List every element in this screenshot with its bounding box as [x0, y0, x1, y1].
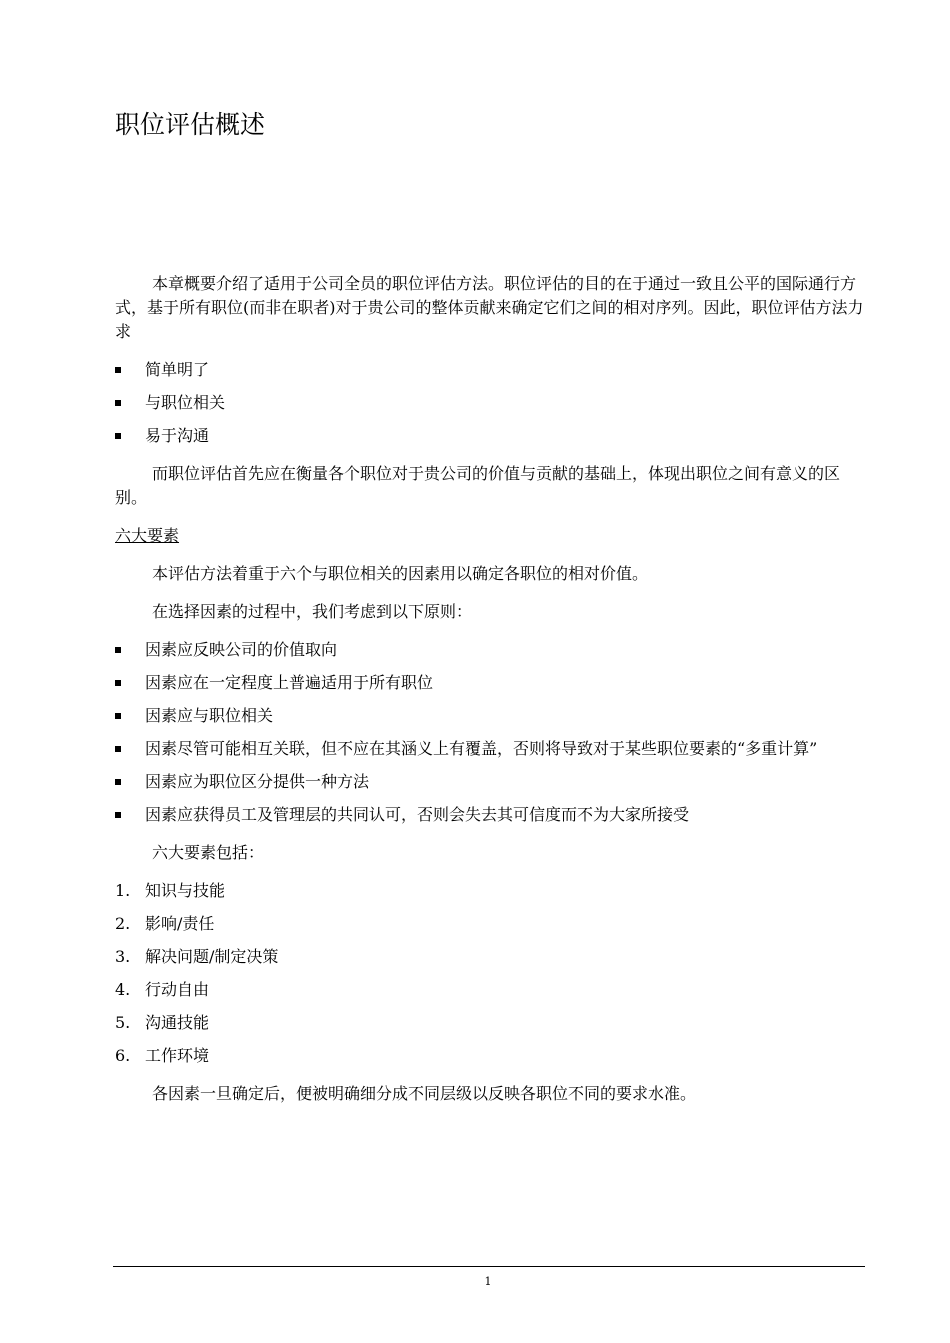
list-number: 1.	[115, 881, 131, 900]
list-item-text: 因素应在一定程度上普遍适用于所有职位	[145, 673, 434, 692]
list-item	[115, 945, 865, 969]
list-item	[115, 1044, 865, 1068]
list-item-text: 简单明了	[145, 360, 210, 379]
square-bullet-icon	[115, 779, 121, 785]
document-body	[115, 272, 865, 1120]
body-paragraph: 本评估方法着重于六个与职位相关的因素用以确定各职位的相对价值。	[152, 564, 649, 583]
footer-divider	[113, 1266, 865, 1267]
list-item	[115, 358, 865, 382]
square-bullet-icon	[115, 680, 121, 686]
list-item	[115, 803, 865, 827]
factors-list	[115, 879, 865, 1068]
list-item-text: 影响/责任	[145, 914, 215, 933]
list-item-text: 知识与技能	[145, 881, 226, 900]
list-item-text: 易于沟通	[145, 426, 210, 445]
section-heading: 六大要素	[115, 526, 180, 545]
list-item	[115, 424, 865, 448]
list-item	[115, 1011, 865, 1035]
list-item-text: 因素应为职位区分提供一种方法	[145, 772, 370, 791]
body-paragraph: 在选择因素的过程中，我们考虑到以下原则：	[152, 602, 473, 621]
body-paragraph: 六大要素包括：	[152, 843, 265, 862]
square-bullet-icon	[115, 812, 121, 818]
list-number: 4.	[115, 980, 131, 999]
body-paragraph: 而职位评估首先应在衡量各个职位对于贵公司的价值与贡献的基础上，体现出职位之间有意义的区别。	[115, 464, 841, 507]
square-bullet-icon	[115, 647, 121, 653]
list-item	[115, 770, 865, 794]
aims-list	[115, 358, 865, 448]
square-bullet-icon	[115, 713, 121, 719]
principles-list	[115, 638, 865, 827]
list-item	[115, 671, 865, 695]
list-number: 2.	[115, 914, 131, 933]
list-item	[115, 391, 865, 415]
list-number: 5.	[115, 1013, 131, 1032]
square-bullet-icon	[115, 746, 121, 752]
list-item	[115, 638, 865, 662]
list-item	[115, 879, 865, 903]
list-item-text: 解决问题/制定决策	[145, 947, 279, 966]
list-item-text: 因素应与职位相关	[145, 706, 274, 725]
list-item-text: 因素尽管可能相互关联，但不应在其涵义上有覆盖，否则将导致对于某些职位要素的“多重计算”	[145, 739, 818, 758]
body-paragraph: 各因素一旦确定后，便被明确细分成不同层级以反映各职位不同的要求水准。	[152, 1084, 697, 1103]
intro-paragraph: 本章概要介绍了适用于公司全员的职位评估方法。职位评估的目的在于通过一致且公平的国际通行方式，基于所有职位(而非在职者)对于贵公司的整体贡献来确定它们之间的相对序列。因此，职位评估方法力求	[115, 274, 864, 341]
list-item-text: 行动自由	[145, 980, 210, 999]
page-number: 1	[484, 1275, 492, 1288]
list-item	[115, 704, 865, 728]
square-bullet-icon	[115, 400, 121, 406]
list-item-text: 因素应获得员工及管理层的共同认可，否则会失去其可信度而不为大家所接受	[145, 805, 690, 824]
list-item-text: 工作环境	[145, 1046, 210, 1065]
list-item	[115, 978, 865, 1002]
page-title: 职位评估概述	[115, 110, 266, 139]
list-number: 3.	[115, 947, 131, 966]
list-item-text: 与职位相关	[145, 393, 226, 412]
list-item	[115, 912, 865, 936]
list-item	[115, 737, 865, 761]
square-bullet-icon	[115, 433, 121, 439]
list-item-text: 因素应反映公司的价值取向	[145, 640, 338, 659]
list-item-text: 沟通技能	[145, 1013, 210, 1032]
square-bullet-icon	[115, 367, 121, 373]
list-number: 6.	[115, 1046, 131, 1065]
